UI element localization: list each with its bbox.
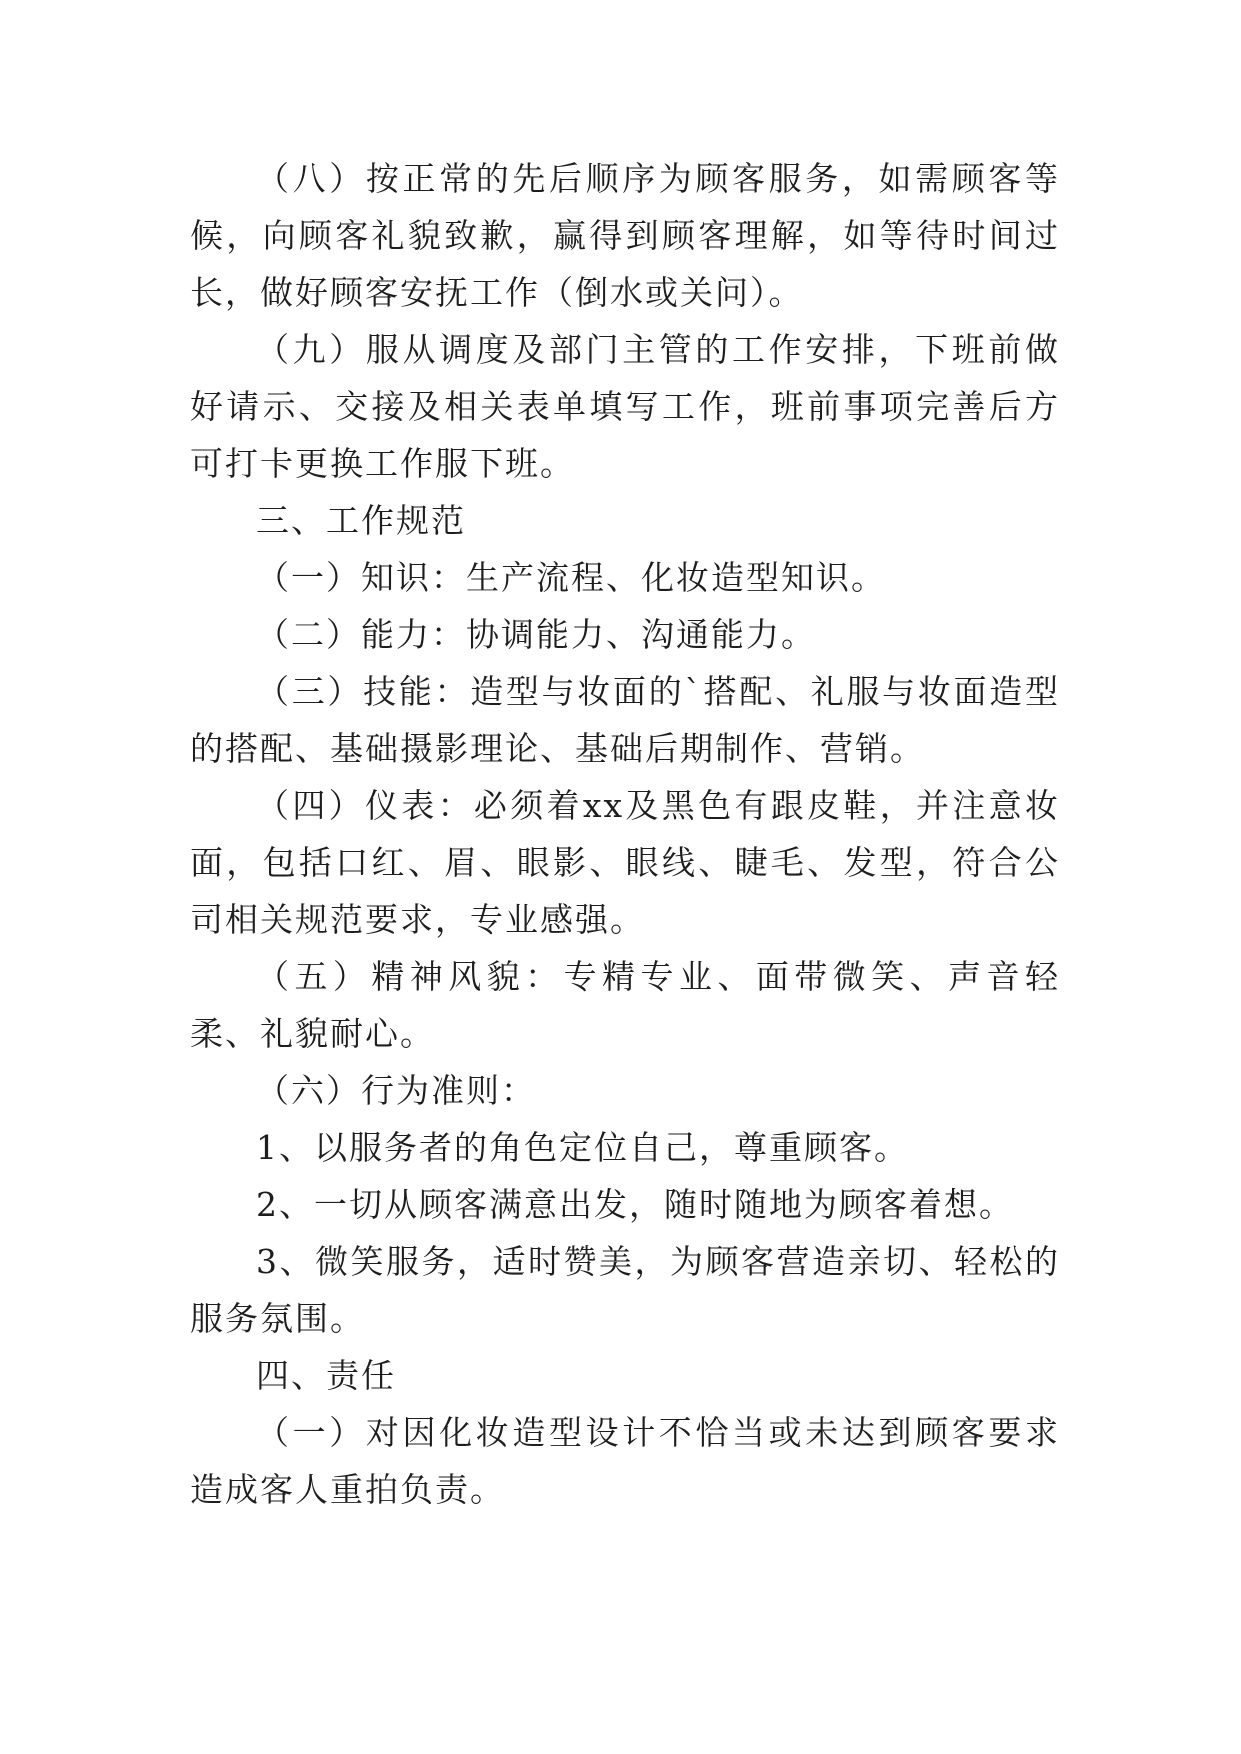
paragraph-skills: （三）技能：造型与妆面的`搭配、礼服与妆面造型的搭配、基础摄影理论、基础后期制作、营销。 [190,672,1060,768]
paragraph-knowledge: （一）知识：生产流程、化妆造型知识。 [256,558,886,597]
conduct-rule-3: 3、微笑服务，适时赞美，为顾客营造亲切、轻松的服务氛围。 [190,1242,1060,1338]
paragraph-conduct: （六）行为准则： [256,1071,536,1110]
conduct-rule-2: 2、一切从顾客满意出发，随时随地为顾客着想。 [256,1185,1014,1224]
paragraph-item-9: （九）服从调度及部门主管的工作安排，下班前做好请示、交接及相关表单填写工作，班前事项完善后方可打卡更换工作服下班。 [190,330,1060,483]
section-heading-work-standards: 三、工作规范 [256,501,466,540]
paragraph-ability: （二）能力：协调能力、沟通能力。 [256,615,816,654]
document-body [190,150,1060,1518]
responsibility-item-1: （一）对因化妆造型设计不恰当或未达到顾客要求造成客人重拍负责。 [190,1413,1060,1509]
paragraph-spirit: （五）精神风貌：专精专业、面带微笑、声音轻柔、礼貌耐心。 [190,957,1060,1053]
paragraph-appearance: （四）仪表：必须着xx及黑色有跟皮鞋，并注意妆面，包括口红、眉、眼影、眼线、睫毛、发型，符合公司相关规范要求，专业感强。 [190,786,1060,939]
paragraph-item-8: （八）按正常的先后顺序为顾客服务，如需顾客等候，向顾客礼貌致歉，赢得到顾客理解，如等待时间过长，做好顾客安抚工作（倒水或关问）。 [190,159,1060,312]
conduct-rule-1: 1、以服务者的角色定位自己，尊重顾客。 [256,1128,909,1167]
section-heading-responsibility: 四、责任 [256,1356,396,1395]
